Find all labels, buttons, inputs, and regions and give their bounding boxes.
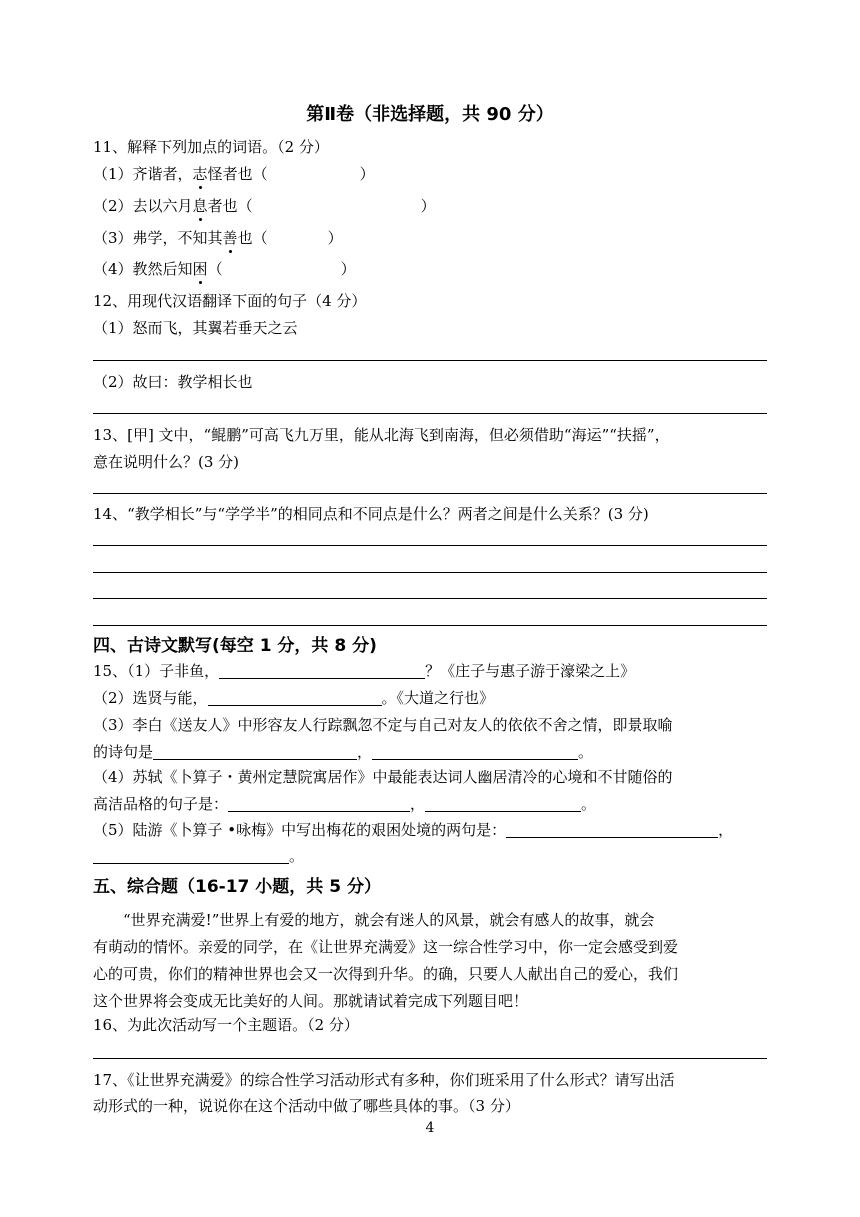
exam-page (93, 0, 767, 1217)
q15-item-3-line-2: 的诗句是 ， 。 (93, 743, 594, 761)
fill-blank[interactable] (425, 795, 581, 812)
q16-stem: 16、为此次活动写一个主题语。（2 分） (93, 1016, 359, 1034)
q15-item-1: 15、（1）子非鱼， ？《庄子与惠子游于濠梁之上》 (93, 662, 636, 680)
q12-stem: 12、用现代汉语翻译下面的句子（4 分） (93, 292, 367, 310)
answer-line[interactable] (93, 625, 767, 626)
q15-item-2: （2）选贤与能， 。《大道之行也》 (93, 689, 495, 707)
q11-item-2: （2）去以六月息者也（ ） (93, 197, 436, 215)
intro-paragraph-line-4: 这个世界将会变成无比美好的人间。那就请试着完成下列题目吧！ (93, 992, 529, 1010)
answer-line[interactable] (93, 545, 767, 546)
q14-stem: 14、“教学相长”与“学学半”的相同点和不同点是什么？两者之间是什么关系？(3 分) (93, 505, 649, 523)
dotted-char: 困 (192, 260, 208, 278)
dotted-char: 息 (192, 197, 208, 215)
q15-item-5-line-2: 。 (93, 846, 304, 866)
dotted-char: 善 (222, 229, 238, 247)
q13-line-1: 13、[甲] 文中，“鲲鹏”可高飞九万里，能从北海飞到南海，但必须借助“海运”“扶摇”， (93, 426, 670, 444)
q15-item-4-line-1: （4）苏轼《卜算子・黄州定慧院寓居作》中最能表达词人幽居清冷的心境和不甘随俗的 (93, 768, 673, 786)
q12-item-2: （2）故曰：教学相长也 (93, 373, 253, 391)
q15-item-3-line-1: （3）李白《送友人》中形容友人行踪飘忽不定与自己对友人的依依不舍之情，即景取喻 (93, 716, 673, 734)
answer-line[interactable] (93, 413, 767, 414)
q13-line-2: 意在说明什么？(3 分) (93, 453, 240, 471)
q11-item-1: （1）齐谐者，志怪者也（ ） (93, 165, 375, 183)
q15-item-4-line-2: 高洁品格的句子是： ， 。 (93, 795, 597, 813)
fill-blank[interactable] (208, 689, 382, 706)
fill-blank[interactable] (372, 743, 578, 760)
intro-paragraph-line-3: 心的可贵，你们的精神世界也会又一次得到升华。的确，只要人人献出自己的爱心，我们 (93, 965, 679, 983)
section-4-heading: 四、古诗文默写(每空 1 分，共 8 分) (93, 636, 377, 656)
q17-stem-line-1: 17、《让世界充满爱》的综合性学习活动形式有多种，你们班采用了什么形式？请写出活 (93, 1071, 675, 1089)
answer-line[interactable] (93, 1058, 767, 1059)
part-title: 第Ⅱ卷（非选择题，共 90 分） (306, 104, 554, 125)
q15-item-5-line-1: （5）陆游《卜算子 •咏梅》中写出梅花的艰困处境的两句是： ， (93, 821, 734, 839)
answer-line[interactable] (93, 360, 767, 361)
q11-item-4: （4）教然后知困（ ） (93, 260, 356, 278)
fill-blank[interactable] (228, 795, 410, 812)
answer-line[interactable] (93, 598, 767, 599)
q11-item-3: （3）弗学，不知其善也（ ） (93, 229, 343, 247)
q17-stem-line-2: 动形式的一种，说说你在这个活动中做了哪些具体的事。（3 分） (93, 1097, 520, 1115)
q12-item-1: （1）怒而飞，其翼若垂天之云 (93, 319, 298, 337)
section-5-heading: 五、综合题（16-17 小题，共 5 分） (93, 877, 381, 897)
dotted-char: 志 (192, 165, 208, 183)
fill-blank[interactable] (93, 847, 289, 864)
intro-paragraph-line-2: 有萌动的情怀。亲爱的同学，在《让世界充满爱》这一综合性学习中，你一定会感受到爱 (93, 938, 679, 956)
fill-blank[interactable] (153, 743, 357, 760)
fill-blank[interactable] (506, 821, 718, 838)
page-number: 4 (425, 1120, 435, 1136)
answer-line[interactable] (93, 493, 767, 494)
answer-line[interactable] (93, 572, 767, 573)
fill-blank[interactable] (219, 662, 425, 679)
q11-stem: 11、解释下列加点的词语。（2 分） (93, 138, 329, 156)
intro-paragraph-line-1: “世界充满爱!”世界上有爱的地方，就会有迷人的风景，就会有感人的故事，就会 (123, 911, 655, 929)
